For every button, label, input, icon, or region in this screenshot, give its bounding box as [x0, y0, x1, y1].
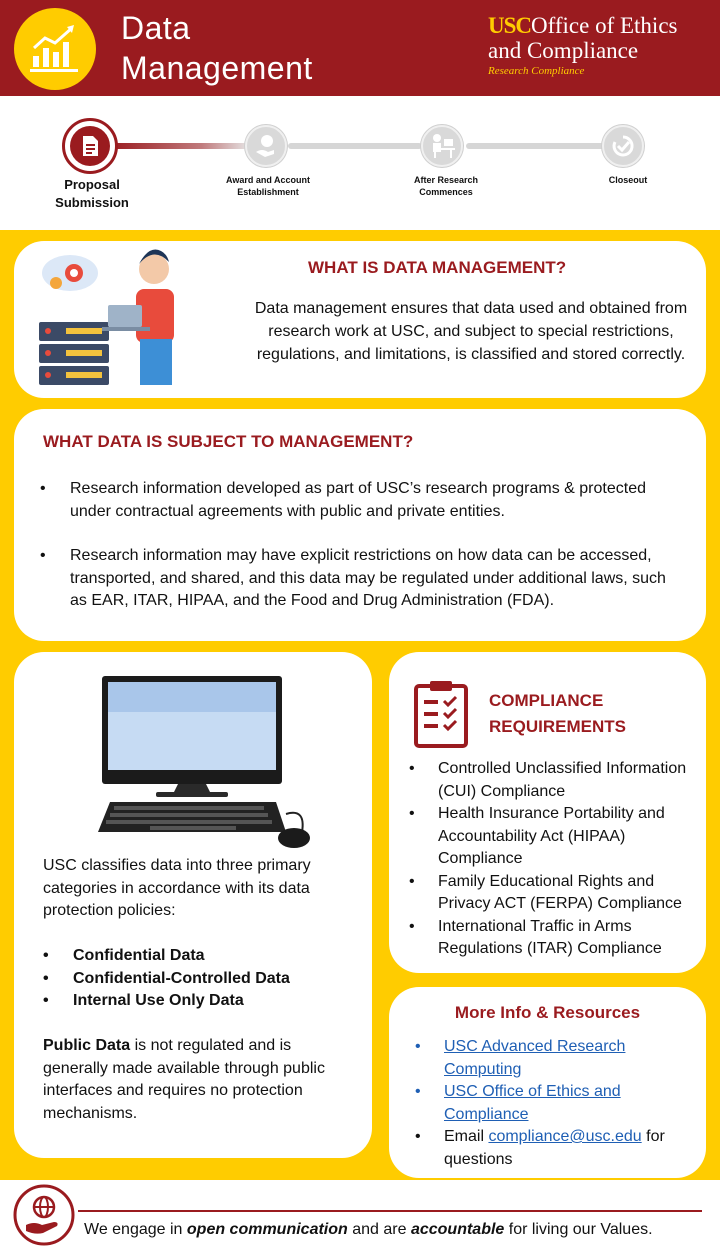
title-line-1: Data	[121, 10, 191, 46]
desktop-computer-icon	[90, 674, 310, 854]
footer-emphasis-2: accountable	[410, 1221, 505, 1238]
subject-list	[40, 478, 670, 635]
globe-hand-icon	[12, 1183, 76, 1247]
footer-middle: and are	[347, 1221, 411, 1238]
what-is-title: WHAT IS DATA MANAGEMENT?	[308, 258, 567, 277]
step-label-proposal: Proposal Submission	[55, 177, 129, 210]
public-data-label: Public Data	[43, 1037, 131, 1054]
footer-divider	[78, 1210, 702, 1212]
title-line-2: Management	[121, 50, 313, 86]
page-title	[121, 8, 313, 88]
progress-track-1	[110, 143, 250, 149]
compliance-title-line-2: REQUIREMENTS	[489, 717, 626, 736]
step-closeout[interactable]	[602, 125, 644, 167]
list-item: • Research information developed as part of USC’s research programs & protected under contractual agreements with public and private entities.	[40, 478, 670, 523]
list-item	[415, 1081, 695, 1126]
list-item: • International Traffic in Arms Regulations (ITAR) Compliance	[409, 916, 694, 961]
usc-arc-link[interactable]: USC Advanced Research Computing	[444, 1038, 626, 1078]
classification-intro: USC classifies data into three primary categories in accordance with its data protection policies:	[43, 857, 311, 919]
money-hand-icon	[247, 127, 285, 165]
logo-tagline: Research Compliance	[488, 65, 585, 77]
compliance-title	[489, 688, 626, 740]
step-award[interactable]	[245, 125, 287, 167]
progress-track-3	[466, 143, 606, 149]
compliance-title-line-1: COMPLIANCE	[489, 691, 604, 710]
list-item: • Family Educational Rights and Privacy ACT (FERPA) Compliance	[409, 871, 694, 916]
resources-card	[389, 987, 706, 1178]
resources-list	[415, 1036, 695, 1171]
list-item: • Confidential-Controlled Data	[43, 968, 290, 991]
document-icon	[70, 126, 110, 166]
footer-emphasis-1: open communication	[186, 1221, 348, 1238]
compliance-list	[409, 758, 694, 961]
usc-oec-link[interactable]: USC Office of Ethics and Compliance	[444, 1083, 621, 1123]
list-item: • Research information may have explicit restrictions on how data can be accessed, transported, and shared, and this data may be regulated under additional laws, such as EAR, ITAR, HIPAA, and the Food and Drug Administration (FDA).	[40, 545, 670, 613]
classification-card	[14, 652, 372, 1158]
subject-card	[14, 409, 706, 641]
header-banner	[0, 0, 720, 96]
step-label-award: Award and Account Establishment	[226, 175, 311, 197]
subject-title: WHAT DATA IS SUBJECT TO MANAGEMENT?	[43, 432, 414, 451]
logo-line-1: Office of Ethics	[531, 13, 678, 38]
what-is-card	[14, 241, 706, 398]
chart-growth-icon	[14, 8, 96, 90]
email-prefix: Email	[444, 1128, 489, 1145]
compliance-card	[389, 652, 706, 973]
usc-oec-logo	[488, 14, 710, 78]
server-person-illustration-icon	[36, 247, 196, 397]
footer-suffix: for living our Values.	[504, 1221, 653, 1238]
list-item: • Health Insurance Portability and Accountability Act (HIPAA) Compliance	[409, 803, 694, 871]
values-footer	[0, 1180, 720, 1248]
list-item	[415, 1036, 695, 1081]
list-item	[415, 1126, 695, 1171]
check-cycle-icon	[604, 127, 642, 165]
list-item: • Internal Use Only Data	[43, 990, 290, 1013]
resources-title: More Info & Resources	[454, 1003, 641, 1022]
checklist-clipboard-icon	[414, 680, 468, 748]
logo-mark: USC	[488, 13, 532, 38]
public-data-text: is not regulated and is generally made available through public interfaces and requires no protection mechanisms.	[43, 1037, 325, 1122]
researcher-desk-icon	[423, 127, 461, 165]
list-item: • Confidential Data	[43, 945, 290, 968]
category-list	[43, 945, 290, 1013]
progress-track-2	[288, 143, 422, 149]
logo-line-2: and Compliance	[488, 38, 639, 63]
lifecycle-progress	[0, 96, 720, 230]
footer-prefix: We engage in	[84, 1221, 187, 1238]
step-proposal-submission[interactable]	[62, 118, 118, 174]
step-label-closeout: Closeout	[608, 175, 648, 185]
what-is-description: Data management ensures that data used and obtained from research work at USC, and subject to special restrictions, regulations, and limitations, is classified and stored correctly.	[254, 300, 688, 363]
step-after-research[interactable]	[421, 125, 463, 167]
values-statement	[84, 1221, 653, 1239]
email-suffix: for questions	[444, 1128, 665, 1168]
step-label-after-research: After Research Commences	[413, 175, 479, 197]
compliance-email-link[interactable]: compliance@usc.edu	[488, 1128, 642, 1145]
list-item: • Controlled Unclassified Information (CUI) Compliance	[409, 758, 694, 803]
public-data-note	[43, 1035, 343, 1125]
